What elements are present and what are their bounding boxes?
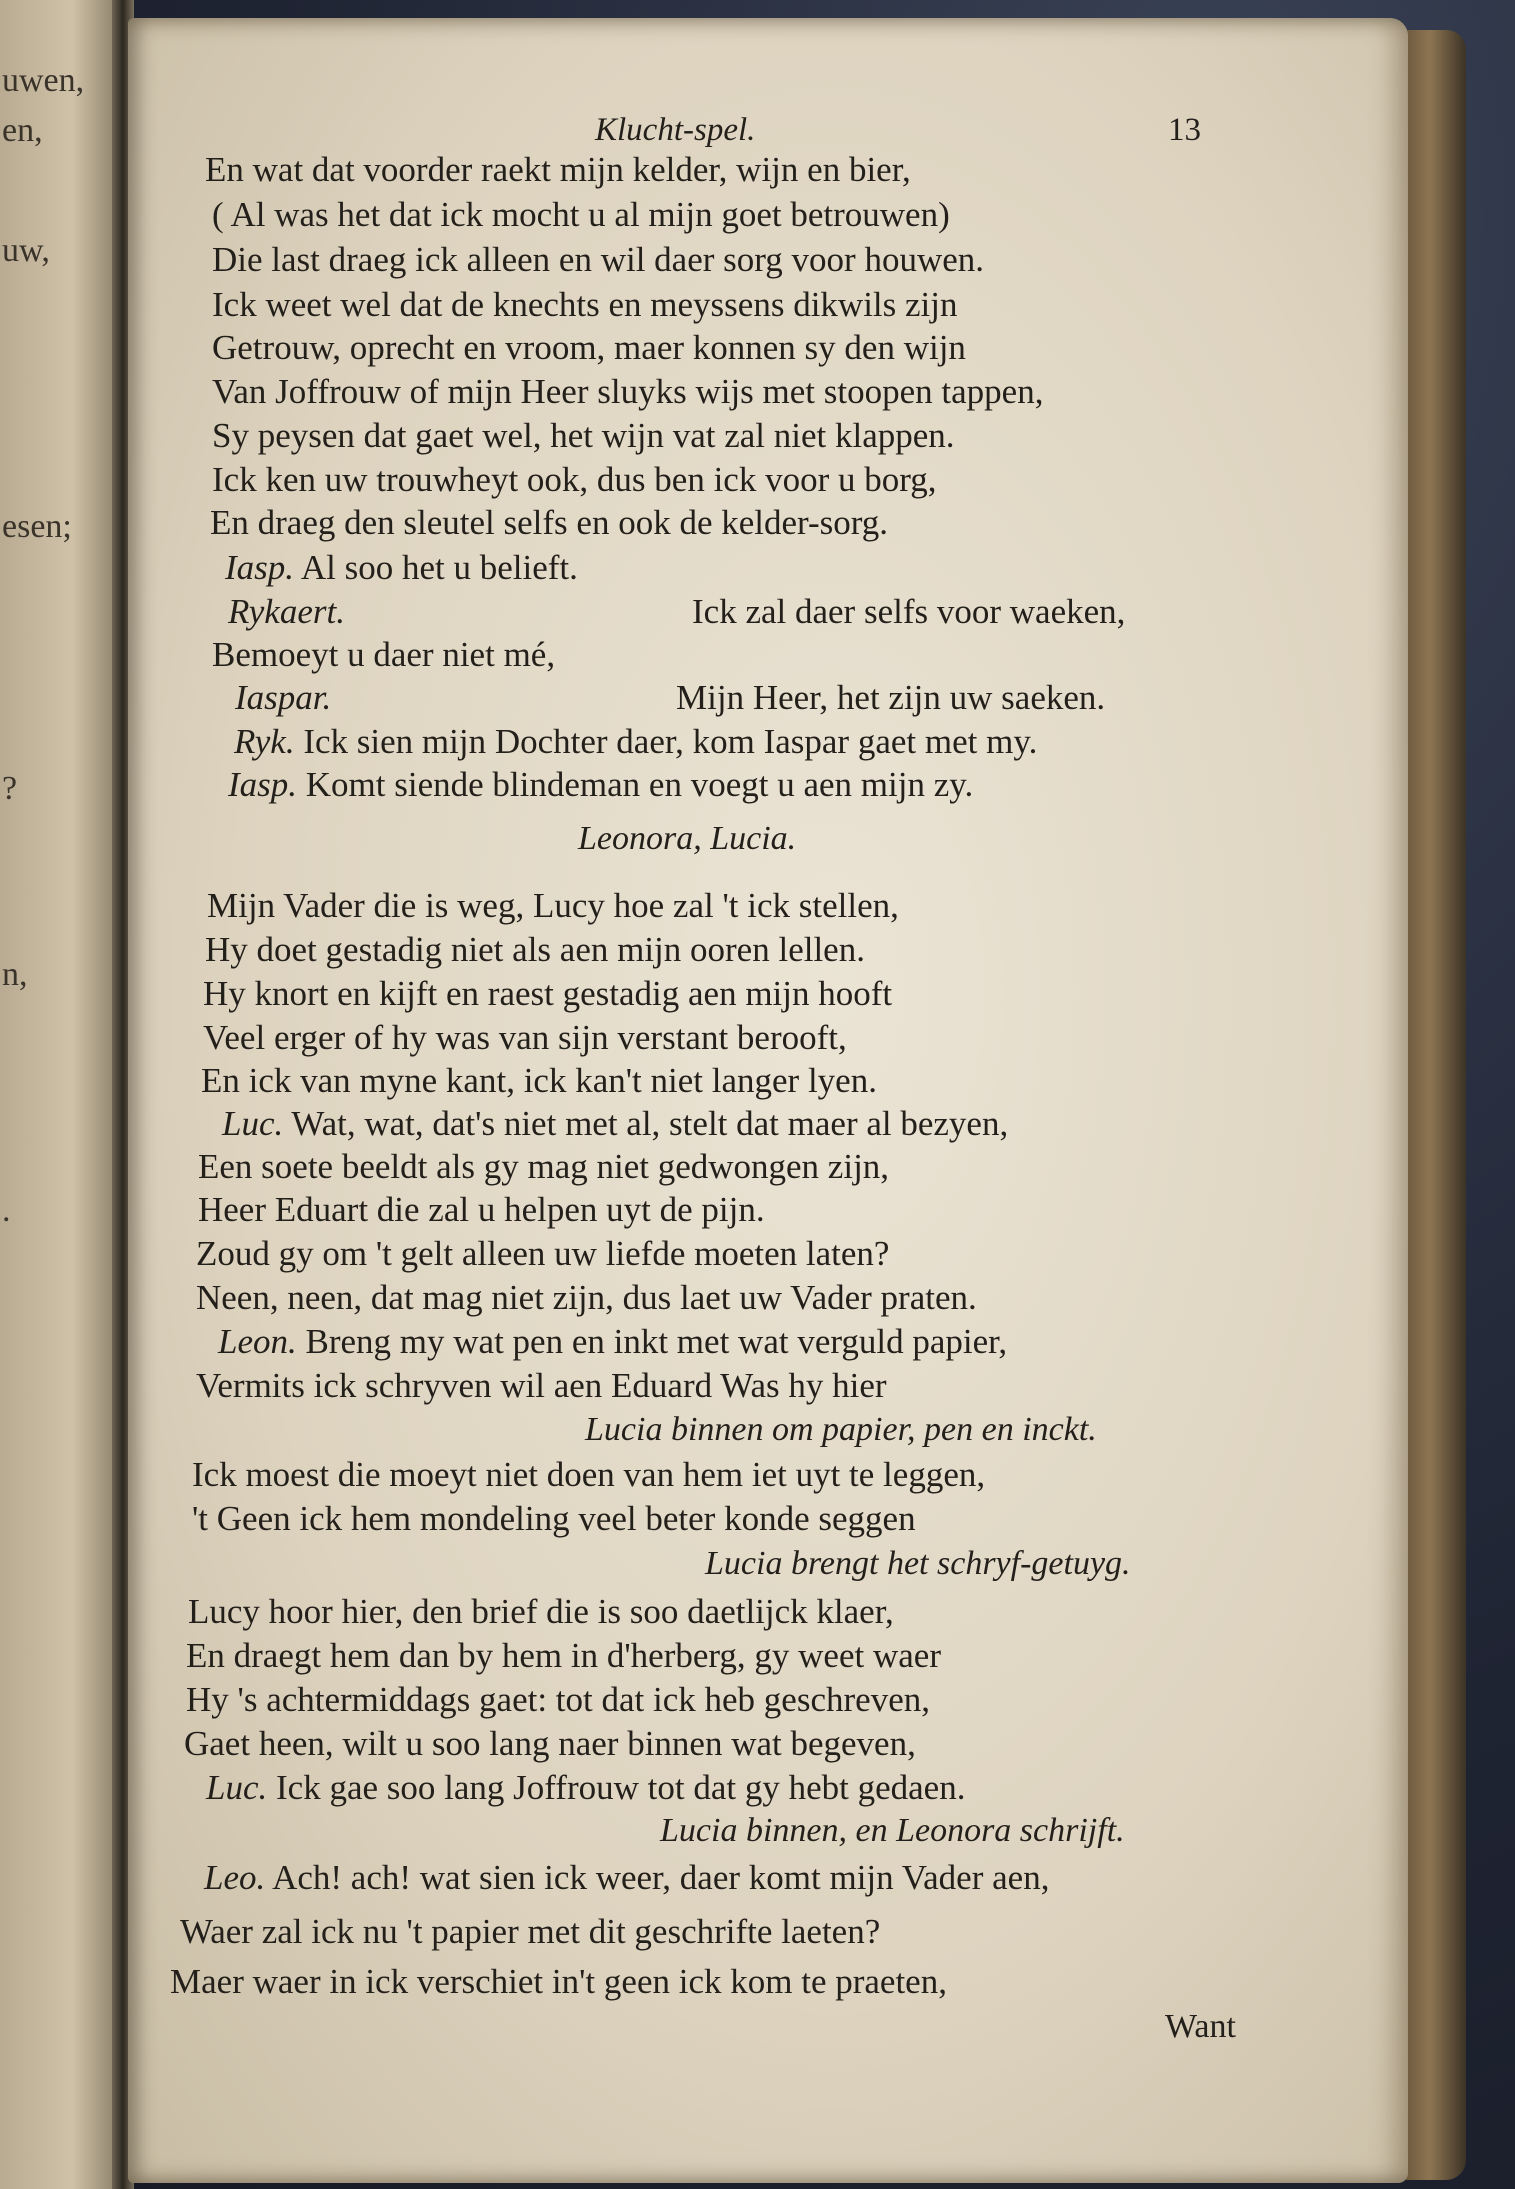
speaker-name: Leon.: [218, 1322, 297, 1361]
catchword: Want: [1165, 2008, 1236, 2045]
dialogue-text: Breng my wat pen en inkt met wat verguld papier,: [305, 1322, 1008, 1361]
dialogue-line-right: Ick zal daer selfs voor waeken,: [692, 592, 1126, 631]
speaker-name: Iaspar.: [235, 678, 332, 717]
dialogue-text: Ach! ach! wat sien ick weer, daer komt mijn Vader aen,: [272, 1858, 1050, 1897]
verse-line: ( Al was het dat ick mocht u al mijn goet betrouwen): [212, 195, 950, 234]
verse-line: Vermits ick schryven wil aen Eduard Was hy hier: [196, 1366, 887, 1405]
dialogue-text: Wat, wat, dat's niet met al, stelt dat maer al bezyen,: [291, 1104, 1009, 1143]
verse-line: Veel erger of hy was van sijn verstant berooft,: [203, 1018, 847, 1057]
verse-line: En draeg den sleutel selfs en ook de kelder-sorg.: [210, 503, 889, 542]
page-number: 13: [1168, 112, 1201, 148]
facing-page-fragment: ?: [2, 770, 18, 807]
verse-line: Zoud gy om 't gelt alleen uw liefde moeten laten?: [196, 1234, 890, 1273]
facing-page-fragment: n,: [2, 956, 28, 993]
verse-line: Een soete beeldt als gy mag niet gedwongen zijn,: [198, 1147, 890, 1186]
speaker-name: Luc.: [222, 1104, 284, 1143]
running-head: Klucht-spel.: [595, 112, 756, 148]
verse-line: Hy doet gestadig niet als aen mijn ooren lellen.: [205, 930, 865, 969]
facing-page-fragment: esen;: [2, 508, 72, 545]
verse-line: Waer zal ick nu 't papier met dit geschrifte laeten?: [180, 1912, 881, 1951]
dialogue-text: Ick sien mijn Dochter daer, kom Iaspar gaet met my.: [303, 722, 1038, 761]
verse-line: Ick moest die moeyt niet doen van hem iet uyt te leggen,: [192, 1455, 986, 1494]
verse-line: Ick weet wel dat de knechts en meyssens dikwils zijn: [212, 285, 958, 324]
verse-line: Heer Eduart die zal u helpen uyt de pijn.: [198, 1190, 765, 1229]
verse-line: En draegt hem dan by hem in d'herberg, gy weet waer: [186, 1636, 941, 1675]
speaker-name: Iasp.: [228, 765, 298, 804]
dialogue-line: [235, 678, 331, 718]
verse-line: Getrouw, oprecht en vroom, maer konnen sy den wijn: [212, 328, 966, 367]
stage-direction: Lucia binnen om papier, pen en inckt.: [585, 1411, 1097, 1448]
dialogue-text: Ick gae soo lang Joffrouw tot dat gy hebt gedaen.: [276, 1768, 966, 1807]
stage-direction: Lucia binnen, en Leonora schrijft.: [660, 1812, 1125, 1849]
verse-line: En ick van myne kant, ick kan't niet langer lyen.: [201, 1061, 877, 1100]
dialogue-text: Komt siende blindeman en voegt u aen mijn zy.: [305, 765, 974, 804]
verse-line: 't Geen ick hem mondeling veel beter konde seggen: [192, 1499, 916, 1538]
dialogue-line: [204, 1858, 1049, 1898]
facing-page-fragment: uwen,: [2, 62, 85, 99]
speaker-name: Rykaert.: [228, 592, 345, 631]
speaker-name: Leo.: [204, 1858, 266, 1897]
speaker-name: Iasp.: [225, 548, 295, 587]
verse-line: Hy knort en kijft en raest gestadig aen mijn hooft: [203, 974, 893, 1013]
dialogue-line-right: Mijn Heer, het zijn uw saeken.: [676, 678, 1106, 717]
verse-line: Ick ken uw trouwheyt ook, dus ben ick voor u borg,: [212, 460, 937, 499]
verse-line: Lucy hoor hier, den brief die is soo daetlijck klaer,: [188, 1592, 894, 1631]
facing-page-fragment: uw,: [2, 232, 50, 269]
dialogue-line: [206, 1768, 965, 1808]
dialogue-line: [225, 548, 578, 588]
verse-line: Van Joffrouw of mijn Heer sluyks wijs met stoopen tappen,: [212, 372, 1044, 411]
verse-line: Gaet heen, wilt u soo lang naer binnen wat begeven,: [184, 1724, 916, 1763]
facing-page-fragment: en,: [2, 112, 43, 149]
dialogue-line: [234, 722, 1037, 762]
dialogue-line: [222, 1104, 1008, 1144]
verse-line: Hy 's achtermiddags gaet: tot dat ick heb geschreven,: [186, 1680, 930, 1719]
verse-line: Mijn Vader die is weg, Lucy hoe zal 't ick stellen,: [207, 886, 899, 925]
dialogue-line: Bemoeyt u daer niet mé,: [212, 635, 556, 674]
dialogue-line: [228, 592, 345, 632]
verse-line: Neen, neen, dat mag niet zijn, dus laet uw Vader praten.: [196, 1278, 977, 1317]
speaker-name: Ryk.: [234, 722, 295, 761]
verse-line: Sy peysen dat gaet wel, het wijn vat zal niet klappen.: [212, 416, 955, 455]
dialogue-text: Al soo het u belieft.: [300, 548, 578, 587]
verse-line: Die last draeg ick alleen en wil daer sorg voor houwen.: [212, 240, 985, 279]
verse-line: En wat dat voorder raekt mijn kelder, wijn en bier,: [205, 150, 911, 189]
dialogue-line: [218, 1322, 1007, 1362]
stage-direction: Lucia brengt het schryf-getuyg.: [705, 1545, 1131, 1582]
speaker-name: Luc.: [206, 1768, 268, 1807]
facing-page-fragment: .: [2, 1192, 11, 1229]
verse-line: Maer waer in ick verschiet in't geen ick kom te praeten,: [170, 1962, 947, 2001]
scene-heading: Leonora, Lucia.: [578, 820, 797, 857]
dialogue-line: [228, 765, 973, 805]
